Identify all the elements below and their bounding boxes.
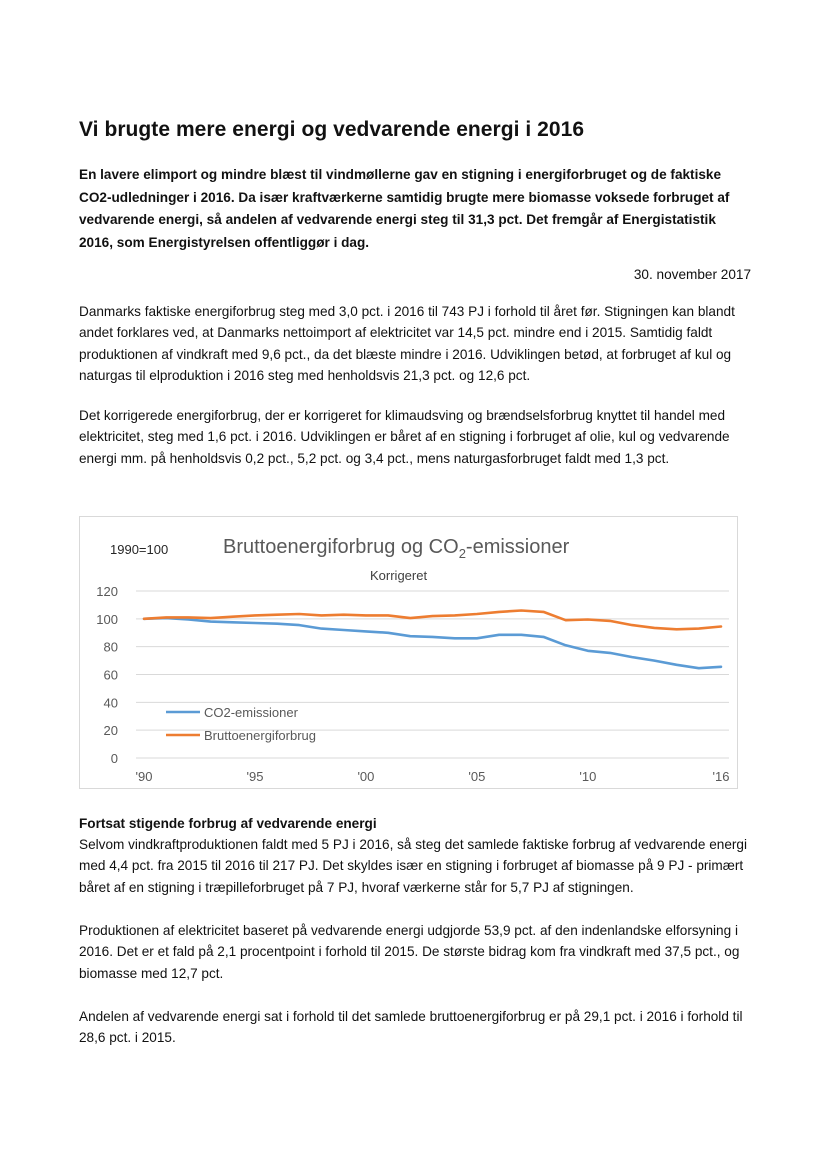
- y-tick-label: 20: [103, 723, 118, 739]
- publication-date: 30. november 2017: [633, 267, 751, 282]
- x-tick-label: '90: [135, 769, 153, 784]
- x-tick-label: '95: [246, 769, 264, 784]
- body-paragraph-1: Danmarks faktiske energiforbrug steg med 3,0 pct. i 2016 til 743 PJ i forhold til året før. Stigningen kan blandt andet forklares ved, at Danmarks nettoimport af elektricitet var 14,5 pct. mindre end i 2015. Samtidig faldt produktionen af vindkraft med 9,6 pct., da det blæste mindre i 2016. Udviklingen betød, at forbruget af kul og naturgas til elproduktion i 2016 steg med henholdsvis 21,3 pct. og 12,6 pct.: [79, 304, 735, 383]
- y-tick-label: 60: [103, 667, 118, 683]
- chart-title: [223, 536, 570, 561]
- x-tick-label: '00: [357, 769, 375, 784]
- y-axis: [96, 584, 118, 766]
- body-paragraph-4: Produktionen af elektricitet baseret på vedvarende energi udgjorde 53,9 pct. af den indenlandske elforsyning i 2016. Det er et fald på 2,1 procentpoint i forhold til 2015. De største bidrag kom fra vindkraft med 37,5 pct., og biomasse med 12,7 pct.: [79, 923, 740, 981]
- section-heading: Fortsat stigende forbrug af vedvarende energi: [79, 816, 377, 831]
- lead-paragraph: En lavere elimport og mindre blæst til vindmøllerne gav en stigning i energiforbruget og de faktiske CO2-udledninger i 2016. Da især kraftværkerne samtidig brugte mere biomasse voksede forbruget af vedvarende energi, så andelen af vedvarende energi steg til 31,3 pct. Det fremgår af Energistatistik 2016, som Energistyrelsen offentliggør i dag.: [79, 167, 730, 250]
- chart-canvas: [80, 517, 737, 788]
- chart-unit-label: 1990=100: [110, 542, 169, 557]
- chart-subtitle: Korrigeret: [370, 568, 428, 583]
- body-paragraph-3: Selvom vindkraftproduktionen faldt med 5 PJ i 2016, så steg det samlede faktiske forbrug af vedvarende energi med 4,4 pct. fra 2015 til 2016 til 217 PJ. Det skyldes især en stigning i forbruget af biomasse på 9 PJ - primært båret af en stigning i træpilleforbruget på 7 PJ, hvoraf værkerne står for 5,7 PJ af stigningen.: [79, 837, 747, 895]
- x-tick-label: '05: [468, 769, 486, 784]
- legend-label: CO2-emissioner: [204, 705, 298, 720]
- line-chart: [79, 516, 738, 789]
- x-axis: [136, 769, 730, 784]
- y-tick-label: 0: [110, 751, 118, 766]
- chart-title-main: Bruttoenergiforbrug og CO: [223, 536, 459, 558]
- body-paragraph-2: Det korrigerede energiforbrug, der er korrigeret for klimaudsving og brændselsforbrug knyttet til handel med elektricitet, steg med 1,6 pct. i 2016. Udviklingen er båret af en stigning i forbruget af olie, kul og vedvarende energi mm. på henholdsvis 0,2 pct., 5,2 pct. og 3,4 pct., mens naturgasforbruget faldt med 1,3 pct.: [79, 408, 730, 466]
- page-title: Vi brugte mere energi og vedvarende energi i 2016: [79, 118, 585, 141]
- chart-title-tail: -emissioner: [465, 536, 570, 558]
- y-tick-label: 120: [96, 584, 118, 599]
- x-tick-label: '10: [579, 769, 597, 784]
- legend-label: Bruttoenergiforbrug: [204, 728, 317, 743]
- body-paragraph-5: Andelen af vedvarende energi sat i forhold til det samlede bruttoenergiforbrug er på 29,1 pct. i 2016 i forhold til 28,6 pct. i 2015.: [79, 1009, 743, 1046]
- legend: [166, 705, 316, 743]
- chart-title-sub: 2: [458, 546, 466, 561]
- y-tick-label: 40: [103, 695, 118, 711]
- x-tick-label: '16: [712, 769, 730, 784]
- y-tick-label: 100: [96, 611, 118, 627]
- series-line: [144, 611, 721, 630]
- y-tick-label: 80: [103, 639, 118, 655]
